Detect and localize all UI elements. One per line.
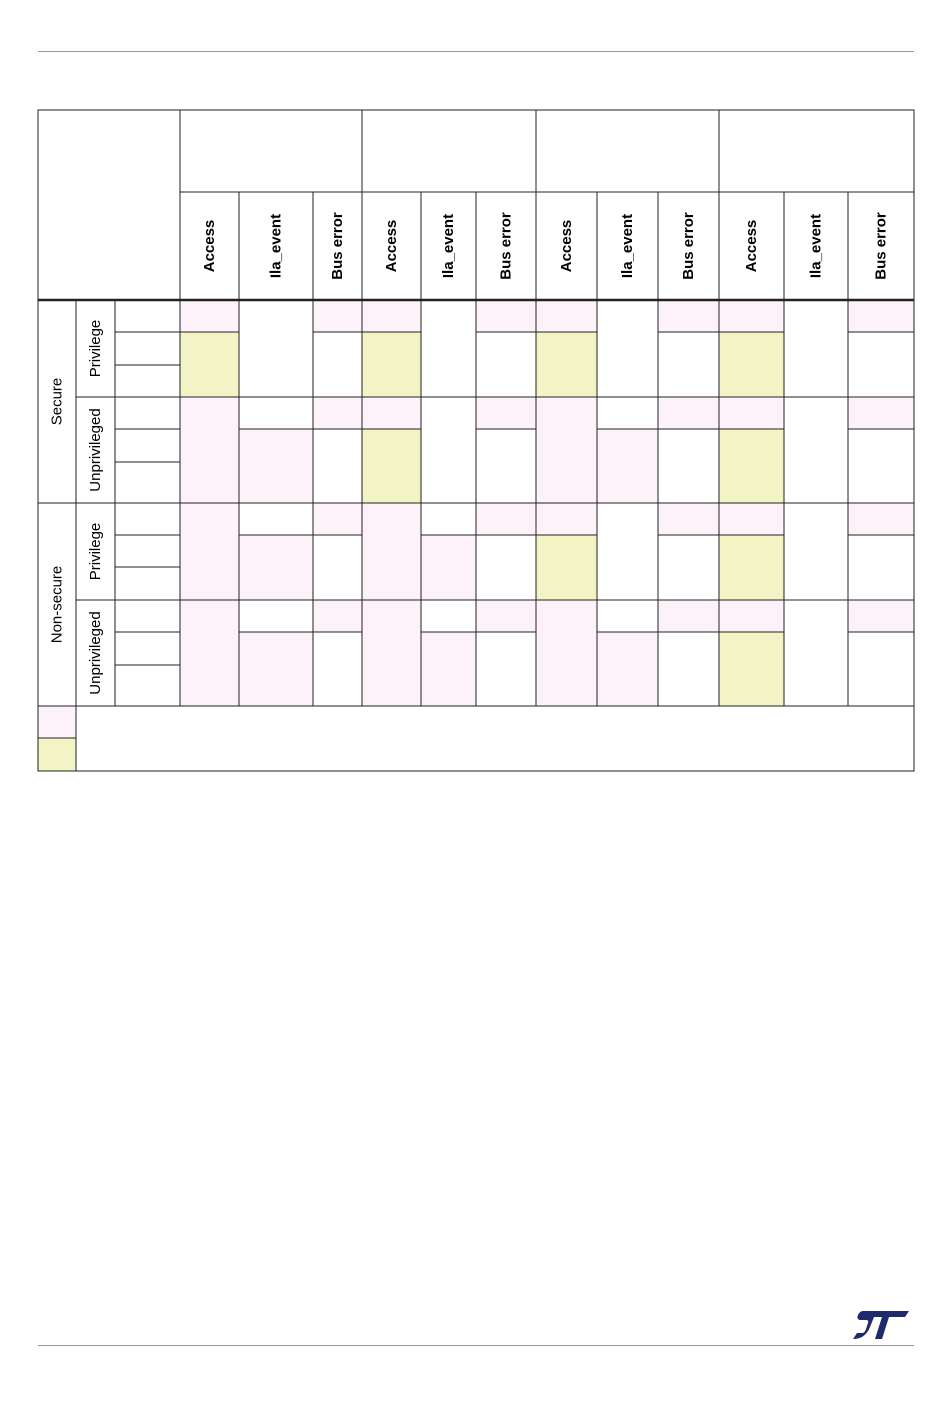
- table-cell: [536, 397, 597, 429]
- table-cell: [476, 665, 536, 706]
- table-cell: [180, 632, 239, 665]
- table-cell: [658, 665, 719, 706]
- table-cell: [597, 365, 658, 397]
- table-cell: [421, 600, 476, 632]
- table-cell: [313, 665, 362, 706]
- table-cell: [784, 429, 848, 462]
- table-cell: [658, 567, 719, 600]
- column-subheader: Ila_event: [267, 213, 285, 279]
- table-cell: [239, 503, 313, 535]
- table-cell: [180, 567, 239, 600]
- table-cell: [784, 365, 848, 397]
- privilege-label: Unprivileged: [87, 408, 104, 492]
- table-cell: [784, 535, 848, 567]
- table-cell: [719, 300, 784, 332]
- table-cell: [421, 365, 476, 397]
- table-cell: [719, 567, 784, 600]
- table-cell: [597, 462, 658, 503]
- table-cell: [784, 600, 848, 632]
- table-cell: [536, 332, 597, 365]
- table-cell: [421, 462, 476, 503]
- privilege-label: Privilege: [87, 522, 104, 581]
- table-cell: [313, 300, 362, 332]
- column-subheader: Ila_event: [807, 213, 825, 279]
- table-cell: [536, 632, 597, 665]
- table-cell: [658, 503, 719, 535]
- table-cell: [180, 535, 239, 567]
- table-cell: [180, 300, 239, 332]
- table-cell: [180, 365, 239, 397]
- table-cell: [476, 600, 536, 632]
- table-cell: [362, 365, 421, 397]
- table-cell: [658, 535, 719, 567]
- table-cell: [784, 567, 848, 600]
- table-cell: [848, 429, 914, 462]
- table-cell: [476, 632, 536, 665]
- table-cell: [784, 300, 848, 332]
- security-label-secure: Secure: [48, 377, 66, 426]
- table-cell: [784, 665, 848, 706]
- table-cell: [597, 503, 658, 535]
- table-cell: [658, 429, 719, 462]
- table-cell: [784, 332, 848, 365]
- table-cell: [597, 535, 658, 567]
- st-logo-shape: [853, 1311, 909, 1339]
- table-cell: [180, 600, 239, 632]
- column-subheader: Ila_event: [440, 213, 457, 279]
- table-cell: [476, 300, 536, 332]
- table-cell: [362, 632, 421, 665]
- table-cell: [313, 632, 362, 665]
- column-subheader: Access: [383, 219, 400, 273]
- table-cell: [536, 365, 597, 397]
- table-cell: [719, 503, 784, 535]
- table-cell: [476, 332, 536, 365]
- table-cell: [362, 429, 421, 462]
- table-cell: [597, 600, 658, 632]
- table-cell: [239, 397, 313, 429]
- table-cell: [658, 462, 719, 503]
- privilege-label: Unprivileged: [87, 611, 104, 695]
- table-cell: [313, 462, 362, 503]
- table-cell: [719, 429, 784, 462]
- table-cell: [848, 300, 914, 332]
- table-cell: [719, 600, 784, 632]
- table-cell: [719, 665, 784, 706]
- table-cell: [476, 567, 536, 600]
- table-cell: [180, 462, 239, 503]
- table-cell: [784, 503, 848, 535]
- security-label-non-secure: Non-secure: [48, 565, 66, 644]
- table-cell: [476, 535, 536, 567]
- table-cell: [313, 600, 362, 632]
- table-cell: [239, 665, 313, 706]
- table-cell: [313, 332, 362, 365]
- table-cell: [421, 429, 476, 462]
- table-cell: [313, 535, 362, 567]
- column-subheader: Access: [558, 219, 575, 273]
- table-cell: [719, 397, 784, 429]
- legend-swatch-pink: [38, 706, 76, 738]
- footer-rule: [38, 1345, 914, 1346]
- table-cell: [362, 665, 421, 706]
- table-cell: [658, 600, 719, 632]
- table-cell: [597, 632, 658, 665]
- table-cell: [362, 600, 421, 632]
- table-cell: [784, 462, 848, 503]
- table-cell: [597, 567, 658, 600]
- table-cell: [421, 397, 476, 429]
- table-cell: [239, 535, 313, 567]
- table-cell: [239, 567, 313, 600]
- table-cell: [239, 300, 313, 332]
- column-subheader: Access: [743, 219, 760, 273]
- table-cell: [313, 567, 362, 600]
- table-cell: [536, 535, 597, 567]
- table-cell: [476, 462, 536, 503]
- table-cell: [719, 462, 784, 503]
- table-cell: [848, 665, 914, 706]
- table-cell: [784, 397, 848, 429]
- column-subheader: Ila_event: [619, 213, 636, 279]
- column-subheader: Bus error: [872, 212, 890, 280]
- table-cell: [239, 462, 313, 503]
- table-cell: [421, 535, 476, 567]
- table-cell: [362, 503, 421, 535]
- table-cell: [597, 397, 658, 429]
- table-cell: [784, 632, 848, 665]
- table-cell: [536, 600, 597, 632]
- table-cell: [421, 665, 476, 706]
- table-cell: [362, 462, 421, 503]
- table-cell: [476, 429, 536, 462]
- column-subheader: Bus error: [497, 212, 515, 280]
- column-subheader: Access: [201, 219, 218, 273]
- table-cell: [536, 300, 597, 332]
- table-cell: [848, 600, 914, 632]
- table-cell: [658, 632, 719, 665]
- table-cell: [239, 332, 313, 365]
- table-cell: [536, 665, 597, 706]
- table-cell: [536, 462, 597, 503]
- table-cell: [848, 535, 914, 567]
- table-cell: [313, 397, 362, 429]
- privilege-label: Privilege: [87, 319, 104, 378]
- table-cell: [313, 503, 362, 535]
- table-cell: [597, 429, 658, 462]
- table-cell: [658, 332, 719, 365]
- table-cell: [848, 397, 914, 429]
- table-cell: [848, 567, 914, 600]
- table-cell: [719, 535, 784, 567]
- table-cell: [362, 567, 421, 600]
- table-cell: [180, 397, 239, 429]
- table-cell: [719, 632, 784, 665]
- table-cell: [597, 332, 658, 365]
- table-cell: [848, 503, 914, 535]
- table-cell: [536, 567, 597, 600]
- table-cell: [658, 365, 719, 397]
- table-cell: [476, 503, 536, 535]
- table-cell: [597, 665, 658, 706]
- table-cell: [476, 397, 536, 429]
- table-cell: [313, 429, 362, 462]
- table-cell: [421, 332, 476, 365]
- table-cell: [597, 300, 658, 332]
- table-cell: [848, 365, 914, 397]
- table-cell: [362, 300, 421, 332]
- table-cell: [421, 503, 476, 535]
- table-cell: [239, 632, 313, 665]
- table-cell: [848, 332, 914, 365]
- st-logo: [852, 1310, 910, 1340]
- table-cell: [362, 535, 421, 567]
- table-cell: [180, 503, 239, 535]
- table-cell: [476, 365, 536, 397]
- table-cell: [180, 429, 239, 462]
- table-cell: [362, 397, 421, 429]
- table-cell: [313, 365, 362, 397]
- table-cell: [421, 632, 476, 665]
- table-cell: [421, 300, 476, 332]
- column-subheader: Bus error: [329, 212, 346, 280]
- table-cell: [719, 332, 784, 365]
- legend-swatch-yellow: [38, 738, 76, 771]
- table-cell: [362, 332, 421, 365]
- st-logo-mark: [853, 1311, 909, 1339]
- table-cell: [180, 665, 239, 706]
- table-cell: [848, 462, 914, 503]
- table-cell: [239, 429, 313, 462]
- table-cell: [719, 365, 784, 397]
- table-cell: [658, 397, 719, 429]
- table-cell: [180, 332, 239, 365]
- table-cell: [536, 503, 597, 535]
- table-cell: [239, 365, 313, 397]
- table-cell: [239, 600, 313, 632]
- table-cell: [536, 429, 597, 462]
- table-cell: [421, 567, 476, 600]
- table-cell: [658, 300, 719, 332]
- table-cell: [848, 632, 914, 665]
- column-subheader: Bus error: [680, 212, 697, 280]
